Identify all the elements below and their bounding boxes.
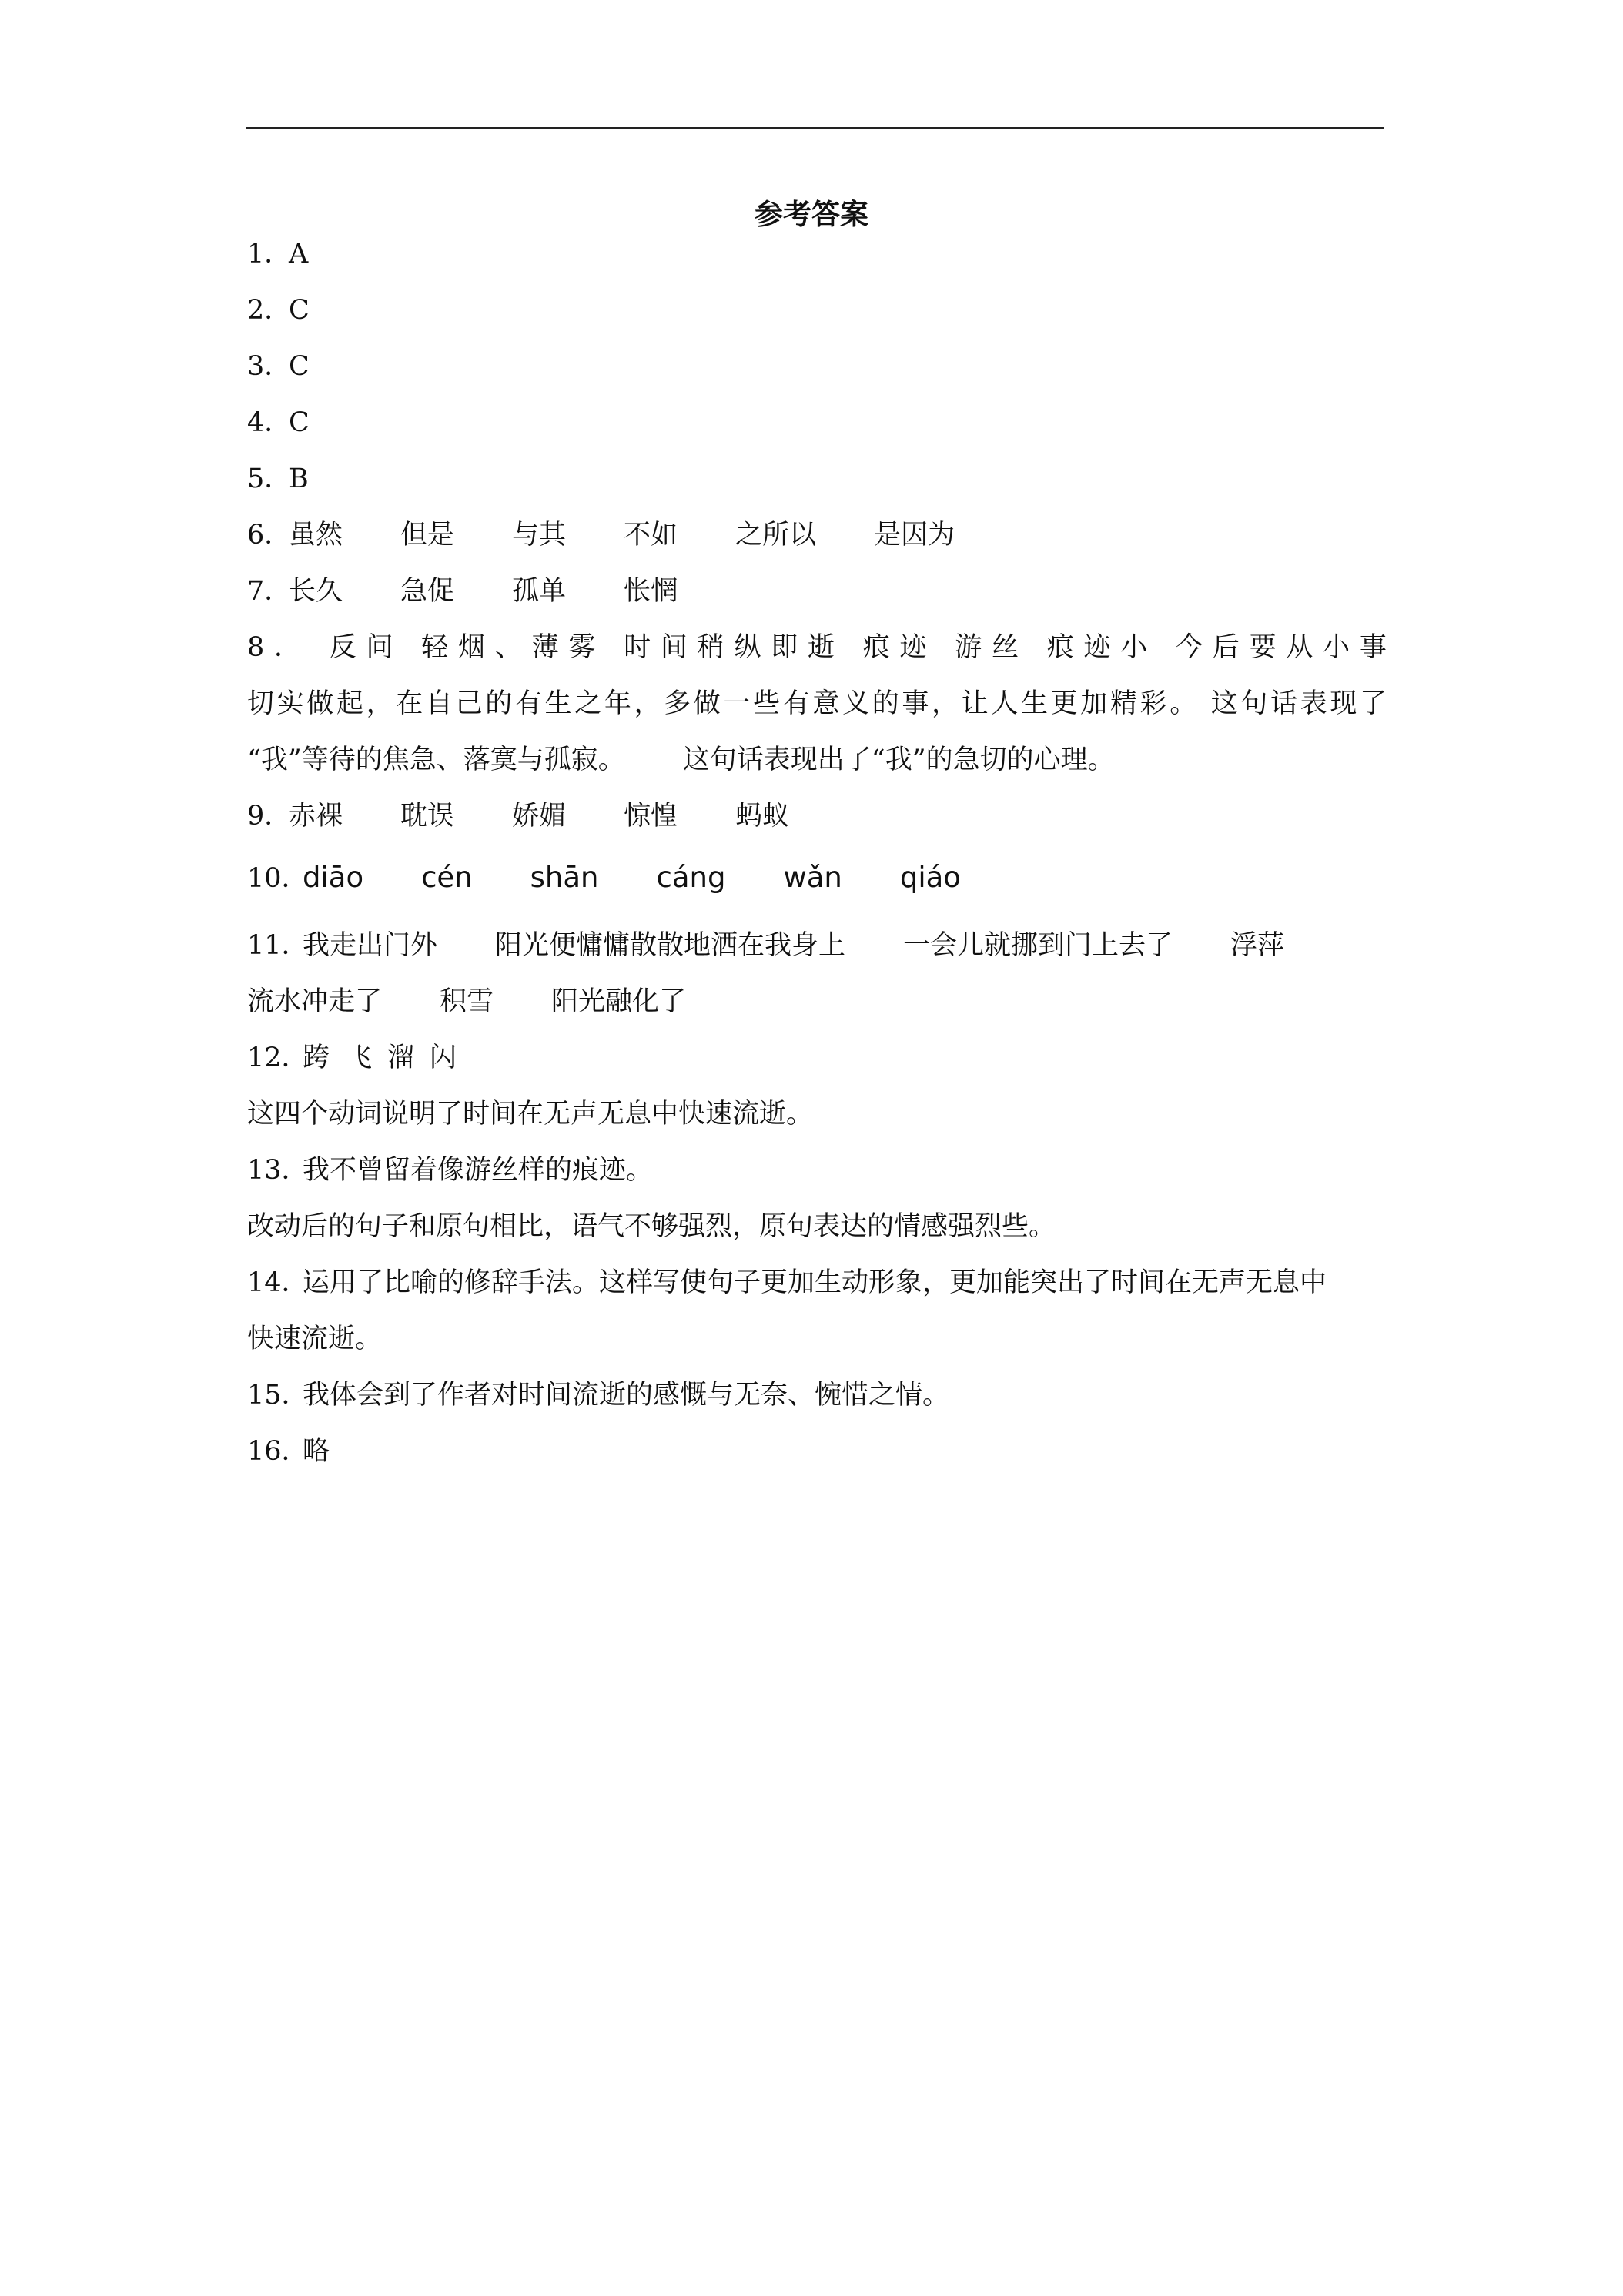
answer-12-line-2: 这四个动词说明了时间在无声无息中快速流逝。 (247, 1099, 814, 1130)
page-title: 参考答案 (755, 197, 868, 231)
answer-15: 15．我体会到了作者对时间流逝的感慨与无奈、惋惜之情。 (247, 1380, 950, 1411)
answer-8-line-1: 8． 反问 轻烟、薄雾 时间稍纵即逝 痕迹 游丝 痕迹小 今后要从小事 (247, 632, 1387, 663)
answer-12-line-1: 12．跨 飞 溜 闪 (247, 1043, 457, 1073)
answer-8-line-2: 切实做起，在自己的有生之年，多做一些有意义的事，让人生更加精彩。 这句话表现了 (247, 688, 1387, 719)
answer-14-line-1: 14．运用了比喻的修辞手法。这样写使句子更加生动形象，更加能突出了时间在无声无息中 (247, 1267, 1327, 1298)
answer-11-line-2: 流水冲走了 积雪 阳光融化了 (247, 986, 687, 1017)
answer-16: 16．略 (247, 1436, 330, 1467)
answer-1: 1．A (247, 239, 309, 269)
answer-6: 6．虽然 但是 与其 不如 之所以 是因为 (247, 520, 955, 551)
answer-9: 9．赤裸 耽误 娇媚 惊惶 蚂蚁 (247, 801, 790, 832)
answer-11-line-1: 11．我走出门外 阳光便慵慵散散地洒在我身上 一会儿就挪到门上去了 浮萍 (247, 930, 1285, 961)
answer-5: 5．B (247, 464, 309, 494)
header-rule (246, 127, 1384, 129)
answer-13-line-1: 13．我不曾留着像游丝样的痕迹。 (247, 1155, 654, 1186)
answer-3: 3．C (247, 351, 310, 382)
answer-10: 10．diāo cén shān cáng wǎn qiáo (247, 861, 961, 894)
answer-2: 2．C (247, 295, 310, 326)
answer-8-line-3: “我”等待的焦急、落寞与孤寂。 这句话表现出了“我”的急切的心理。 (247, 745, 1115, 775)
answer-4: 4．C (247, 407, 310, 438)
answer-13-line-2: 改动后的句子和原句相比，语气不够强烈，原句表达的情感强烈些。 (247, 1211, 1056, 1242)
answer-14-line-2: 快速流逝。 (247, 1324, 383, 1354)
answer-7: 7．长久 急促 孤单 怅惘 (247, 576, 678, 607)
